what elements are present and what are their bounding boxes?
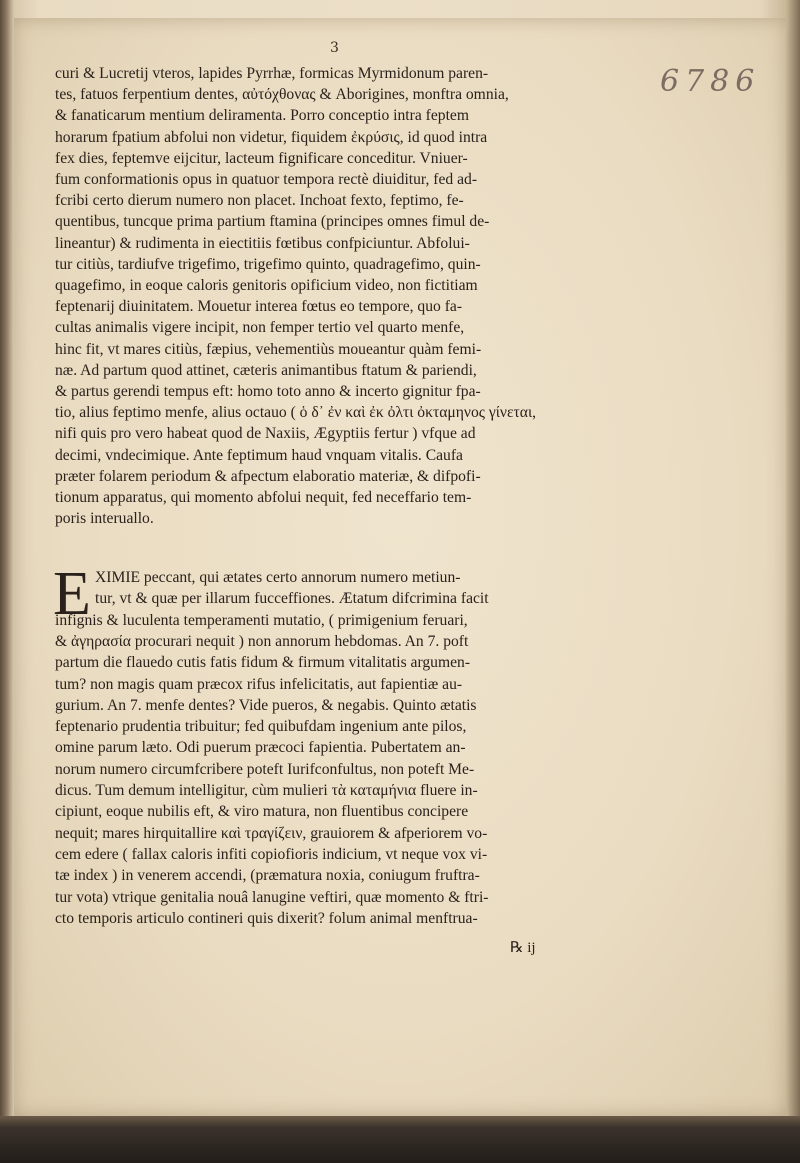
text-line: tum? non magis quam præcox rifus infelicitatis, aut fapientiæ au- <box>55 675 463 693</box>
drop-cap-initial: E <box>53 560 91 628</box>
text-line: poris interuallo. <box>55 510 154 528</box>
text-line: norum numero circumfcribere poteft Iurifconfultus, non poteft Me- <box>55 760 475 778</box>
page-bottom-edge <box>0 1116 800 1163</box>
text-line: omine parum læto. Odi puerum præcoci fapientia. Pubertatem an- <box>55 739 466 757</box>
text-line: gurium. An 7. menfe dentes? Vide pueros, & negabis. Quinto ætatis <box>55 696 477 714</box>
text-line: curi & Lucretij vteros, lapides Pyrrhæ, formicas Myrmidonum paren- <box>55 65 489 82</box>
text-line: cipiunt, eoque nubilis eft, & viro matura, non fluentibus concipere <box>55 803 469 821</box>
text-line: tio, alius feptimo menfe, alius octauo ( ὁ δ᾽ ἐν καὶ ἐκ ὀλτι ὀκταμηνος γίνεται, <box>55 404 537 422</box>
text-line: horarum fpatium abfolui non videtur, fiquidem ἐκρύσις, id quod intra <box>55 128 488 146</box>
text-line: næ. Ad partum quod attinet, cæteris animantibus ftatum & pariendi, <box>55 361 477 379</box>
text-line: tæ index ) in venerem accendi, (præmatura noxia, coniugum fruftra- <box>55 867 480 885</box>
text-line: tionum apparatus, qui momento abfolui nequit, fed neceffario tem- <box>55 489 472 506</box>
page-number: 3 <box>330 40 339 56</box>
text-line: quagefimo, in eoque caloris genitoris opificium video, non fictitiam <box>55 277 478 294</box>
text-line: fum conformationis opus in quatuor tempora rectè diuiditur, fed ad- <box>55 171 478 188</box>
text-line: fcribi certo dierum numero non placet. Inchoat fexto, feptimo, fe- <box>55 192 464 210</box>
text-line: XIMIE peccant, qui ætates certo annorum numero metiun- <box>95 569 461 586</box>
handwritten-catalog-mark: 6786 <box>660 64 761 99</box>
text-line: tur, vt & quæ per illarum fucceffiones. Ætatum difcrimina facit <box>95 590 489 608</box>
text-line: fex dies, feptemve eijcitur, lacteum fignificare conceditur. Vniuer- <box>55 149 468 167</box>
text-line: cultas animalis vigere incipit, non femper tertio vel quarto menfe, <box>55 319 465 337</box>
text-line: nifi quis pro vero habeat quod de Naxiis, Ægyptiis fertur ) vfque ad <box>55 425 476 443</box>
text-line: feptenarij diuinitatem. Mouetur interea fœtus eo tempore, quo fa- <box>55 298 463 316</box>
text-line: & fanaticarum mentium deliramenta. Porro conceptio intra feptem <box>55 107 469 125</box>
text-line: nequit; mares hirquitallire καὶ τραγίζειν, grauiorem & afperiorem vo- <box>55 824 488 842</box>
printer-signature-mark: ℞ ij <box>510 940 536 956</box>
text-line: & partus gerendi tempus eft: homo toto anno & incerto gignitur fpa- <box>55 383 481 400</box>
text-line: quentibus, tuncque prima partium ftamina (principes omnes fimul de- <box>55 213 490 231</box>
text-line: tes, fatuos ferpentium dentes, αὐτόχθονας & Aborigines, monftra omnia, <box>55 86 509 104</box>
text-line: lineantur) & rudimenta in eiectitiis fœtibus confpiciuntur. Abfolui- <box>55 234 470 252</box>
text-line: infignis & luculenta temperamenti mutatio, ( primigenium feruari, <box>55 611 468 629</box>
text-line: tur vota) vtrique genitalia nouâ lanugine veftiri, quæ momento & ftri- <box>55 888 489 906</box>
text-line: decimi, vndecimique. Ante feptimum haud vnquam vitalis. Caufa <box>55 446 463 464</box>
text-line: cto temporis articulo contineri quis dixerit? folum animal menftrua- <box>55 909 478 927</box>
text-line: & ἀγηρασία procurari nequit ) non annorum hebdomas. An 7. poft <box>55 632 469 650</box>
text-line: cem edere ( fallax caloris infiti copiofioris indicium, vt neque vox vi- <box>55 845 488 863</box>
text-line: præter folarem periodum & afpectum elaboratio materiæ, & difpofi- <box>55 467 481 485</box>
text-line: partum die flauedo cutis fatis fidum & firmum vitalitatis argumen- <box>55 654 471 672</box>
text-line: hinc fit, vt mares citiùs, fæpius, vehementiùs moueantur quàm femi- <box>55 340 482 358</box>
text-line: feptenario prudentia tribuitur; fed quibufdam ingenium ante pilos, <box>55 718 467 736</box>
text-line: tur citiùs, tardiufve trigefimo, trigefimo quinto, quadragefimo, quin- <box>55 255 481 273</box>
text-line: dicus. Tum demum intelligitur, cùm mulieri τὰ καταμήνια fluere in- <box>55 782 478 799</box>
